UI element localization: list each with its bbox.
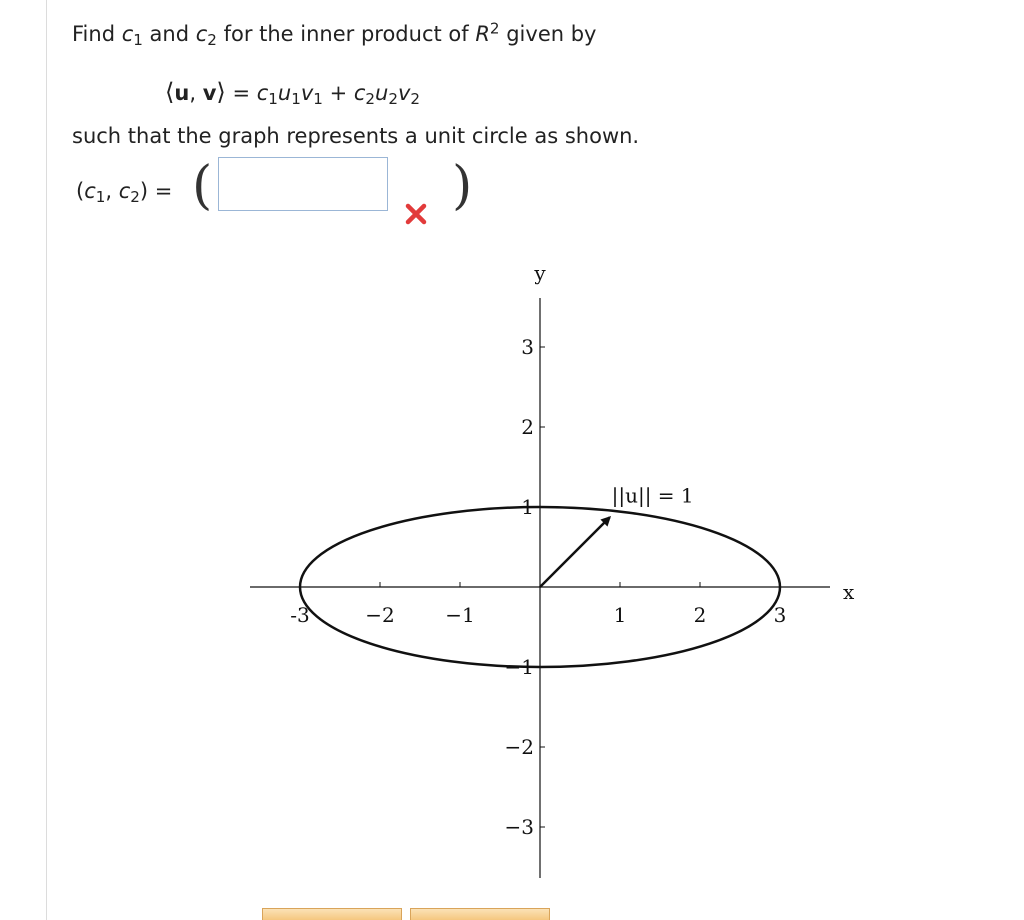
y-tick-label: 3 bbox=[521, 335, 534, 359]
x-axis-label: x bbox=[843, 580, 855, 604]
y-tick-label: 1 bbox=[521, 495, 534, 519]
y-tick-label: −3 bbox=[504, 815, 534, 839]
footer-button-1[interactable] bbox=[262, 908, 402, 920]
x-tick-label: 3 bbox=[773, 603, 787, 627]
norm-annotation: ||u|| = 1 bbox=[611, 483, 694, 508]
vector-u bbox=[540, 517, 610, 587]
x-ticks bbox=[290, 582, 786, 627]
question-line-3: such that the graph represents a unit circle as shown. bbox=[72, 124, 640, 148]
x-tick-label: 1 bbox=[613, 603, 627, 627]
x-tick-label: 2 bbox=[693, 603, 707, 627]
y-tick-label: −1 bbox=[504, 655, 534, 679]
answer-open-paren: ( bbox=[192, 156, 213, 216]
inner-product-formula: ⟨u, v⟩ = $c_1u_1v_1 + c_2u_2v_2$ bbox=[165, 78, 421, 109]
question-line-1: Find $c_1$ and $c_2$ for the inner product of $R^2$ given by bbox=[72, 19, 597, 50]
y-tick-label: −2 bbox=[504, 735, 534, 759]
answer-label: ($c_1$, $c_2$) = bbox=[76, 179, 173, 207]
x-tick-label: -3 bbox=[290, 603, 310, 627]
right-angle-bracket: ⟩ bbox=[216, 78, 226, 106]
x-tick-label: −1 bbox=[445, 603, 475, 627]
x-tick-label: −2 bbox=[365, 603, 395, 627]
footer-button-2[interactable] bbox=[410, 908, 550, 920]
answer-close-paren: ) bbox=[452, 156, 473, 216]
left-angle-bracket: ⟨ bbox=[165, 78, 175, 106]
y-tick-label: 2 bbox=[521, 415, 534, 439]
y-axis-label: y bbox=[534, 261, 546, 285]
